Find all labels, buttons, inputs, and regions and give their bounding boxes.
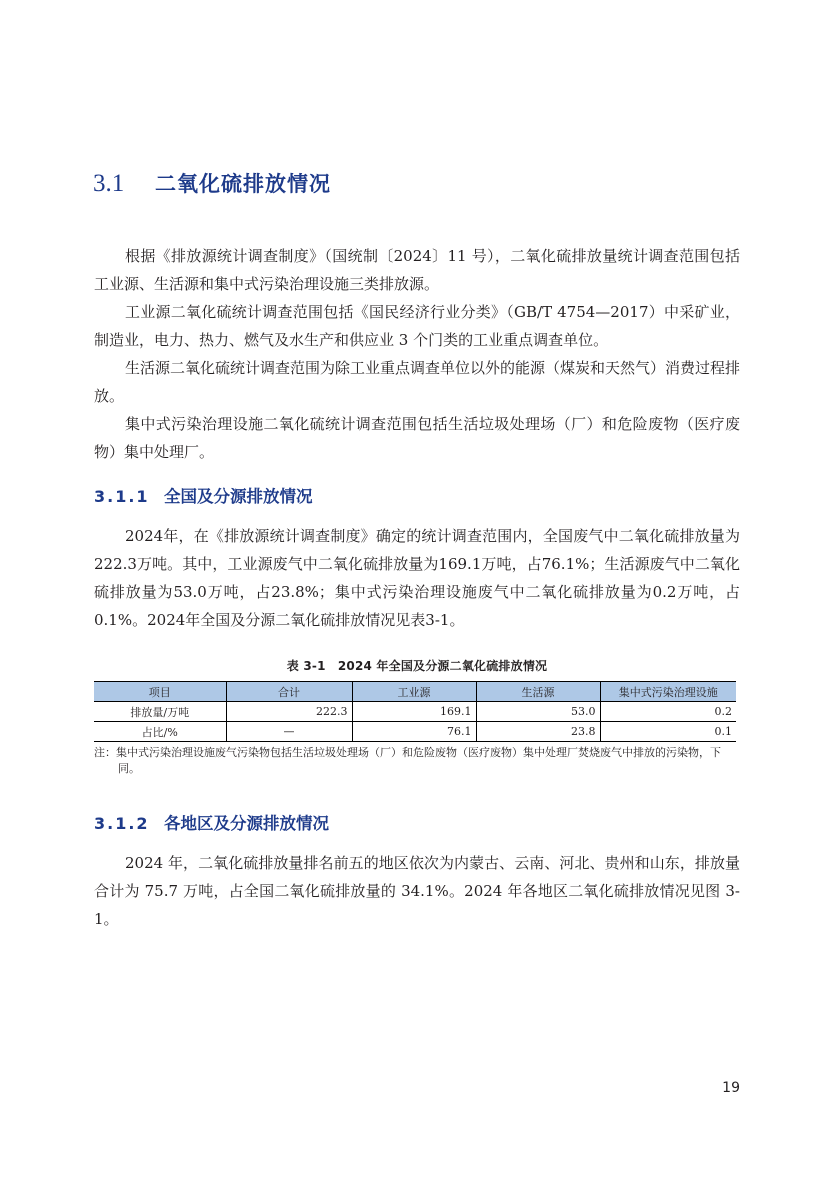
table-cell: 76.1 bbox=[352, 722, 476, 742]
table-header-row bbox=[94, 682, 736, 702]
subsection-title-1: 全国及分源排放情况 bbox=[164, 487, 313, 506]
table-header-cell: 生活源 bbox=[476, 682, 600, 702]
intro-paragraph-3: 生活源二氧化硫统计调查范围为除工业重点调查单位以外的能源（煤炭和天然气）消费过程排放。 bbox=[94, 359, 741, 405]
table-header-cell: 集中式污染治理设施 bbox=[600, 682, 736, 702]
subsection-number-2: 3.1.2 bbox=[94, 814, 150, 833]
section-title: 二氧化硫排放情况 bbox=[155, 172, 331, 196]
intro-paragraph-2: 工业源二氧化硫统计调查范围包括《国民经济行业分类》（GB/T 4754—2017）中采矿业，制造业，电力、热力、燃气及水生产和供应业 3 个门类的工业重点调查单位。 bbox=[94, 303, 740, 349]
subsection-title-2: 各地区及分源排放情况 bbox=[164, 814, 329, 833]
intro-paragraph-1: 根据《排放源统计调查制度》（国统制〔2024〕11 号），二氧化硫排放量统计调查范围包括工业源、生活源和集中式污染治理设施三类排放源。 bbox=[94, 247, 740, 293]
subsection-heading-2 bbox=[94, 810, 329, 838]
table-row-label: 占比/% bbox=[94, 722, 226, 742]
table-cell: 0.2 bbox=[600, 702, 736, 722]
page-number: 19 bbox=[722, 1080, 740, 1096]
table-header-cell: 项目 bbox=[94, 682, 226, 702]
regional-emission-paragraph: 2024 年，二氧化硫排放量排名前五的地区依次为内蒙古、云南、河北、贵州和山东，排放量合计为 75.7 万吨，占全国二氧化硫排放量的 34.1%。2024 年各地区二氧化硫排放情况见图 3-1。 bbox=[94, 854, 740, 928]
subsection-number-1: 3.1.1 bbox=[94, 487, 150, 506]
table-cell: 23.8 bbox=[476, 722, 600, 742]
table-cell: 169.1 bbox=[352, 702, 476, 722]
intro-paragraph-4: 集中式污染治理设施二氧化硫统计调查范围包括生活垃圾处理场（厂）和危险废物（医疗废物）集中处理厂。 bbox=[94, 415, 740, 461]
table-cell: 222.3 bbox=[226, 702, 352, 722]
table-caption: 表 3-1 2024 年全国及分源二氧化硫排放情况 bbox=[286, 659, 548, 673]
section-heading bbox=[93, 168, 331, 208]
national-emission-paragraph: 2024年，在《排放源统计调查制度》确定的统计调查范围内，全国废气中二氧化硫排放量为222.3万吨。其中，工业源废气中二氧化硫排放量为169.1万吨，占76.1%；生活源废气中二氧化硫排放量为53.0万吨，占23.8%；集中式污染治理设施废气中二氧化硫排放量为0.2万吨，占0.1%。2024年全国及分源二氧化硫排放情况见表3-1。 bbox=[94, 527, 740, 629]
table-note: 注：集中式污染治理设施废气污染物包括生活垃圾处理场（厂）和危险废物（医疗废物）集中处理厂焚烧废气中排放的污染物，下同。 bbox=[94, 746, 721, 775]
table-header-cell: 工业源 bbox=[352, 682, 476, 702]
table-cell: — bbox=[226, 722, 352, 742]
table-cell: 53.0 bbox=[476, 702, 600, 722]
table-cell: 0.1 bbox=[600, 722, 736, 742]
table-header-cell: 合计 bbox=[226, 682, 352, 702]
section-number: 3.1 bbox=[93, 170, 125, 197]
table-row bbox=[94, 702, 736, 722]
table-row-label: 排放量/万吨 bbox=[94, 702, 226, 722]
subsection-heading-1 bbox=[94, 483, 313, 511]
emission-table bbox=[94, 681, 736, 742]
table-row bbox=[94, 722, 736, 742]
